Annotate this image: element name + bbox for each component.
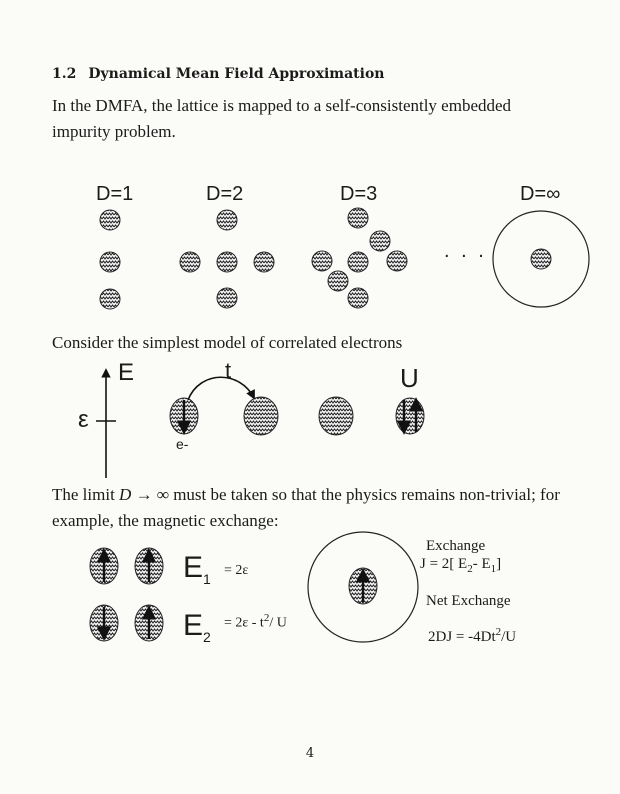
net-exchange-title: Net Exchange (426, 593, 511, 609)
ellipsis: . . . (444, 240, 487, 262)
net-formula-pre: 2DJ = -4Dt (428, 629, 496, 645)
model-figure (96, 370, 424, 478)
model-caption: Consider the simplest model of correlated electrons (52, 333, 403, 352)
site (254, 252, 274, 272)
site-right (244, 397, 278, 435)
site (217, 210, 237, 230)
hopping-arrow (188, 377, 254, 400)
e2-symbol: E (183, 609, 204, 642)
exchange-title: Exchange (426, 538, 486, 554)
electron-label: e- (176, 436, 189, 452)
limit-text-post: must be taken so that the physics remains non-trivial; for example, the magnetic exchange: (52, 485, 560, 530)
site (100, 289, 120, 309)
section-title: Dynamical Mean Field Approximation (88, 66, 385, 82)
e2-expression (224, 612, 287, 632)
hopping-label: t (225, 358, 232, 383)
label-d3: D=3 (340, 183, 378, 205)
intro-paragraph: In the DMFA, the lattice is mapped to a self-consistently embedded impurity problem. (52, 96, 512, 141)
lattice-d3 (312, 208, 407, 308)
site (180, 252, 200, 272)
site (370, 231, 390, 251)
e1-subscript: 1 (203, 571, 211, 587)
site (348, 288, 368, 308)
site (100, 210, 120, 230)
page-number: 4 (305, 746, 315, 761)
interaction-label: U (400, 363, 419, 393)
exchange-formula (420, 556, 501, 575)
label-d1: D=1 (96, 183, 134, 205)
site (100, 252, 120, 272)
site-empty (319, 397, 353, 435)
lattice-d1 (100, 210, 120, 309)
e1-expression: = 2ε (224, 563, 249, 578)
exchange-formula-mid: - E (472, 556, 491, 572)
e2-tail: / U (269, 615, 287, 631)
limit-text-pre: The limit (52, 485, 120, 504)
exchange-sub2: 2 (467, 563, 473, 575)
exchange-sub1: 1 (490, 563, 497, 575)
site (387, 251, 407, 271)
site-double (396, 398, 424, 434)
impurity-site (531, 249, 551, 269)
site (348, 208, 368, 228)
section-number: 1.2 (52, 66, 77, 82)
label-d2: D=2 (206, 183, 244, 205)
site (217, 252, 237, 272)
exchange-formula-pre: J = 2[ E (420, 556, 468, 572)
site (328, 271, 348, 291)
e2-subscript: 2 (203, 629, 211, 645)
e2-superscript: 2 (263, 612, 270, 624)
lattice-dinf (493, 211, 589, 307)
e2-expr-text: = 2ε - t (224, 615, 264, 631)
limit-paragraph (52, 482, 572, 534)
net-superscript: 2 (495, 626, 502, 638)
e1-equation (183, 551, 211, 587)
energy-label: E (118, 359, 135, 386)
exchange-formula-end: ] (496, 556, 502, 572)
label-dinf: D=∞ (520, 183, 561, 205)
site (348, 252, 368, 272)
site (312, 251, 332, 271)
net-exchange-formula (428, 626, 516, 646)
epsilon-label: ε (78, 406, 89, 433)
net-formula-post: /U (501, 629, 517, 645)
limit-math: D → ∞ (119, 485, 169, 504)
e2-equation (183, 609, 211, 645)
site (217, 288, 237, 308)
lattice-d2 (180, 210, 274, 308)
e1-symbol: E (183, 551, 204, 584)
